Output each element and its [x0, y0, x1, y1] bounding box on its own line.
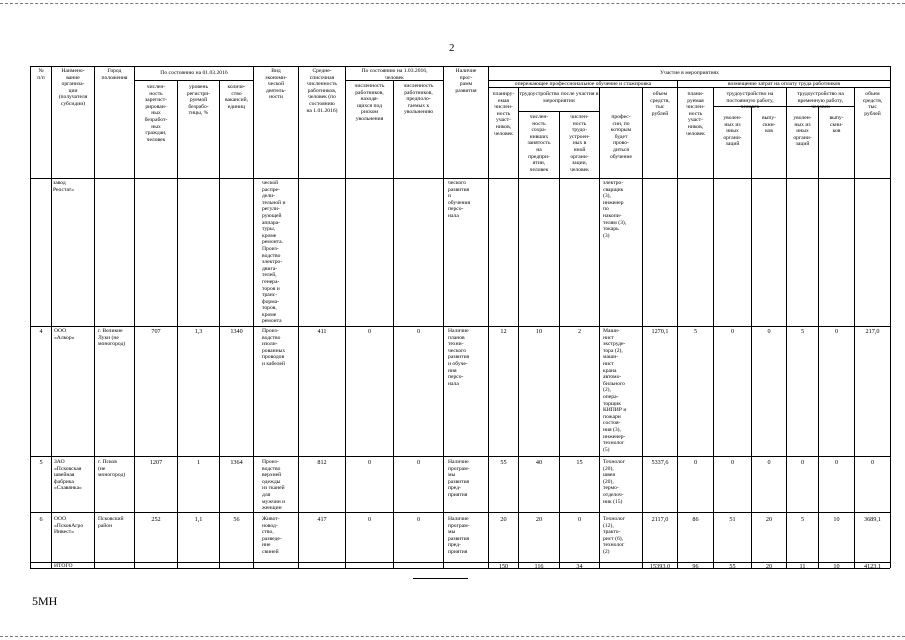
row5-funds: 5337,6	[651, 459, 669, 466]
row6-rate: 1,1	[194, 516, 203, 523]
row6-activity: Живот- новод- ство, разведе- ние свиней	[262, 516, 282, 555]
header-plan-count: планиру- емая числен- ность участ- ников, человек	[492, 91, 515, 137]
row4-activity: Произ- водство изоли- рованных проводов и кабелей	[262, 328, 286, 367]
row6-funds: 2117,0	[651, 516, 669, 523]
row5-org: ЗАО «Псковская швейная фабрика «Славянка»	[54, 459, 82, 492]
row5-perm1: 0	[730, 459, 735, 466]
row5-risk-staff: 40	[535, 459, 543, 466]
row4-professions: Маши- нист экструде- тора (2), маши- нист крана автомо- бильного (2), опера- торщик КИПИР и пожарн состоя- ния (3), инженер- технолог (5)	[603, 328, 627, 453]
row4-temp2: 0	[834, 328, 839, 335]
row5-city: г. Псков (не моногород)	[98, 459, 126, 479]
header-state-date2: По состоянию на 1.03.2016, человек	[361, 68, 428, 81]
header-at-risk: численность работников, находя- щихся под риском увольнения	[354, 83, 385, 122]
row6-planned: 0	[416, 516, 421, 523]
header-activity: Вид экономи- ческой деятель- ности	[265, 68, 287, 101]
separator-line	[413, 578, 468, 579]
cont-activity: ческой распре- дели- тельной и регули- рующей аппара- туры, кроме ремонта. Произ- водство электро- двига- телей, генера- торов и транс- форма- торов, кроме ремонта	[262, 180, 286, 325]
row4-at-risk: 0	[367, 328, 372, 335]
row4-plan-count2: 5	[693, 328, 698, 335]
row6-plan-count: 20	[500, 516, 507, 523]
row6-perm2: 20	[765, 516, 773, 523]
header-avg-staff: Средне- списочная численность работников, человек (по состоянию на 1.01.2016)	[306, 68, 338, 114]
row5-professions: Технолог (20), швея (20), термо- отделоч- ник (15)	[603, 459, 626, 505]
row6-perm1: 51	[729, 516, 736, 523]
header-state-date: По состоянию на 01.03.2016	[160, 70, 228, 76]
header-reimburse: возмещение затрат на оплату труда работников	[727, 81, 841, 87]
row6-avg-staff: 417	[317, 516, 327, 523]
row4-temp1: 5	[800, 328, 805, 335]
header-dismissed-other2: уволен- ных из иных органи- заций	[793, 115, 812, 148]
row5-plan-count: 55	[500, 459, 507, 466]
row5-rate: 1	[196, 459, 201, 466]
row6-num: 6	[39, 516, 43, 523]
row4-perm1: 0	[730, 328, 735, 335]
row5-num: 5	[39, 459, 43, 466]
row5-funds2: 0	[870, 459, 875, 466]
header-num: № п/п	[37, 68, 45, 81]
row4-funds: 1270,1	[651, 328, 669, 335]
row6-unemployed: 252	[151, 516, 161, 523]
row4-funds2: 217,0	[865, 328, 880, 335]
header-org: Наимено- вание организа- ции (получателя субсидии)	[58, 68, 88, 107]
header-graduates2: выпу- скни- ков	[829, 115, 844, 135]
row4-employed-other: 2	[577, 328, 582, 335]
header-rate: уровень регистри- руемой безрабо- тицы, %	[186, 84, 211, 117]
row4-plan-count: 12	[500, 328, 507, 335]
row6-vacancies: 56	[233, 516, 240, 523]
header-program: Наличие прог- рамм развития	[455, 68, 477, 94]
total-plan-count2: 96	[692, 563, 699, 570]
row4-avg-staff: 411	[317, 328, 327, 335]
row6-plan-count2: 86	[692, 516, 699, 523]
total-risk-staff: 116	[534, 563, 544, 570]
row5-plan-count2: 0	[693, 459, 698, 466]
header-funds2: объем средств, тыс рублей	[862, 91, 883, 117]
page-number: 2	[449, 42, 455, 54]
header-training: опережающее профессиональное обучение и стажировка	[514, 81, 652, 87]
row6-city: Псковский район	[98, 516, 124, 529]
total-perm2: 20	[765, 563, 773, 570]
row4-rate: 1,3	[194, 328, 203, 335]
total-temp1: 11	[799, 563, 806, 570]
header-graduates: выпу- скни- ков	[761, 115, 777, 135]
row6-at-risk: 0	[367, 516, 372, 523]
cont-org: завод Реостат»	[53, 180, 75, 193]
row5-temp2: 0	[834, 459, 839, 466]
total-funds: 15393,0	[649, 563, 671, 570]
row4-unemployed: 707	[151, 328, 161, 335]
row4-org: ООО «Алкор»	[54, 328, 75, 341]
total-employed-other: 34	[576, 563, 583, 570]
row5-program: Наличие програм- мы развития пред- приятия	[448, 459, 470, 498]
row6-employed-other: 0	[577, 516, 582, 523]
row4-perm2: 0	[767, 328, 771, 335]
row4-city: г. Великие Луки (не моногород)	[98, 328, 126, 348]
row6-org: ООО «ПсковАгро Инвест»	[54, 516, 84, 536]
row4-vacancies: 1340	[230, 328, 243, 335]
total-label: ИТОГО	[54, 563, 73, 569]
header-vacancies: количе- ство вакансий, единиц	[224, 84, 249, 110]
header-unemployed: числен- ность зарегист- рирован- ных безработ- ных граждан, человек	[144, 84, 168, 143]
total-plan-count: 150	[498, 563, 509, 570]
header-plan-count2: плани- руемая числен- ность участ- ников, человек	[686, 91, 705, 137]
header-employ-after: трудоустройство после участия в мероприятии	[519, 91, 599, 104]
header-bottom-line	[30, 178, 890, 179]
header-participation: Участие в мероприятиях	[660, 70, 719, 76]
row4-risk-staff: 10	[535, 328, 543, 335]
row4-planned: 0	[416, 328, 421, 335]
header-planned: численность работников, предполо- гаемых к увольнению	[403, 83, 434, 116]
row5-vacancies: 1364	[230, 459, 243, 466]
header-perm-job: трудоустройство на постоянную работу, человек	[726, 91, 774, 111]
row5-at-risk: 0	[367, 459, 372, 466]
row6-program: Наличие програм- мы развития пред- приятия	[448, 516, 470, 555]
header-employed-other: числен- ность трудо- устроен- ных в иной органи- зации, человек	[569, 114, 590, 173]
header-city: Город положения	[101, 68, 128, 81]
header-temp-job: трудоустройство на временную работу, человек	[797, 91, 844, 111]
total-temp2: 10	[833, 563, 840, 570]
cont-professions: электро- сварщик (3), инженер по накопи- телям (3), токарь (3)	[603, 180, 627, 239]
total-perm1: 55	[729, 563, 736, 570]
document-code: 5МН	[32, 594, 58, 608]
row5-employed-other: 15	[576, 459, 583, 466]
row6-funds2: 3689,1	[863, 516, 881, 523]
header-funds: объем средств, тыс рублей	[650, 91, 670, 117]
header-professions: профес- сии, по которым будет прово- диться обучение	[610, 114, 632, 160]
row5-perm2: 0	[767, 459, 771, 466]
row6-professions: Технолог (12), тракто- рист (6), технолог (2)	[603, 516, 626, 555]
row6-risk-staff: 20	[535, 516, 543, 523]
row5-planned: 0	[416, 459, 421, 466]
row5-unemployed: 1207	[149, 459, 163, 466]
row5-avg-staff: 812	[317, 459, 327, 466]
row6-temp2: 10	[833, 516, 840, 523]
header-risk-staff: числен- ность сохра- нивших занятость на предпри- ятии, человек	[527, 114, 551, 173]
total-funds2: 4123,1	[863, 563, 881, 570]
row6-temp1: 5	[800, 516, 805, 523]
table-top-line	[30, 66, 890, 67]
row4-num: 4	[39, 328, 43, 335]
row5-activity: Произ- водство верхней одежды из тканей для мужчин и женщин	[262, 459, 286, 512]
cont-program: ческого развития и обучения персо- нала	[448, 180, 471, 219]
row5-temp1: 0	[800, 459, 805, 466]
header-dismissed-other: уволен- ных из иных органи- заций	[723, 115, 742, 148]
row4-program: Наличие планов техни- ческого развития и обуче- ния персо- нала	[448, 328, 470, 387]
